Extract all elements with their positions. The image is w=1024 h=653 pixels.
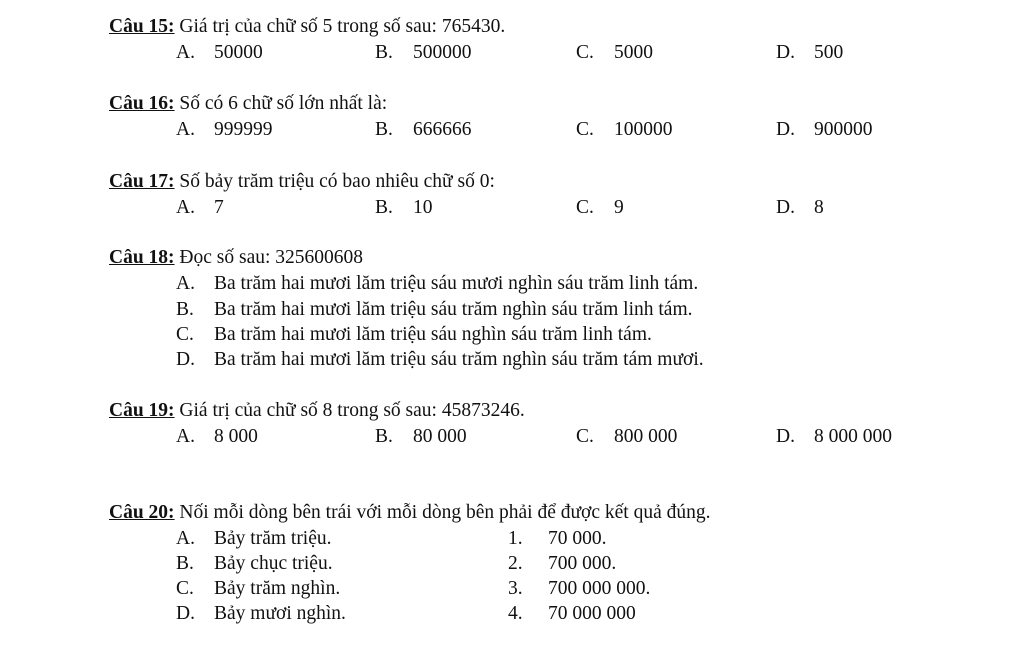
- option-c: C. Ba trăm hai mươi lăm triệu sáu nghìn sáu trăm linh tám.: [176, 324, 652, 345]
- question-20: [109, 500, 710, 526]
- left-item-b: B. Bảy chục triệu.: [176, 553, 333, 574]
- question-16: [109, 91, 387, 117]
- question-15: [109, 14, 505, 40]
- question-text: Số có 6 chữ số lớn nhất là:: [174, 93, 388, 114]
- option-a: A. 8 000: [176, 426, 258, 447]
- right-item-1: 1. 70 000.: [508, 528, 607, 549]
- option-a: A. 999999: [176, 119, 273, 140]
- option-d: D. Ba trăm hai mươi lăm triệu sáu trăm nghìn sáu trăm tám mươi.: [176, 349, 704, 370]
- option-c: C. 5000: [576, 42, 653, 63]
- option-b: B. 10: [375, 197, 433, 218]
- question-text: Đọc số sau: 325600608: [174, 247, 364, 268]
- option-d: D. 500: [776, 42, 844, 63]
- question-18: [109, 245, 363, 271]
- question-text: Giá trị của chữ số 5 trong số sau: 765430.: [174, 16, 506, 37]
- option-a: A. 7: [176, 197, 224, 218]
- option-c: C. 9: [576, 197, 624, 218]
- option-d: D. 900000: [776, 119, 873, 140]
- question-text: Số bảy trăm triệu có bao nhiêu chữ số 0:: [174, 171, 495, 192]
- right-item-2: 2. 700 000.: [508, 553, 617, 574]
- option-b: B. 500000: [375, 42, 472, 63]
- option-b: B. 666666: [375, 119, 472, 140]
- question-text: Giá trị của chữ số 8 trong số sau: 45873246.: [174, 400, 525, 421]
- option-a: A. Ba trăm hai mươi lăm triệu sáu mươi nghìn sáu trăm linh tám.: [176, 273, 699, 294]
- question-label: Câu 19:: [109, 400, 175, 421]
- question-text: Nối mỗi dòng bên trái với mỗi dòng bên phải để được kết quả đúng.: [174, 502, 711, 523]
- question-label: Câu 15:: [109, 16, 175, 37]
- question-label: Câu 17:: [109, 171, 175, 192]
- option-c: C. 100000: [576, 119, 673, 140]
- left-item-a: A. Bảy trăm triệu.: [176, 528, 332, 549]
- option-c: C. 800 000: [576, 426, 678, 447]
- left-item-d: D. Bảy mươi nghìn.: [176, 603, 346, 624]
- question-label: Câu 20:: [109, 502, 175, 523]
- question-label: Câu 18:: [109, 247, 175, 268]
- right-item-4: 4. 70 000 000: [508, 603, 636, 624]
- option-d: D. 8 000 000: [776, 426, 892, 447]
- left-item-c: C. Bảy trăm nghìn.: [176, 578, 341, 599]
- question-17: [109, 169, 495, 195]
- option-d: D. 8: [776, 197, 824, 218]
- right-item-3: 3. 700 000 000.: [508, 578, 651, 599]
- option-b: B. Ba trăm hai mươi lăm triệu sáu trăm nghìn sáu trăm linh tám.: [176, 299, 693, 320]
- question-label: Câu 16:: [109, 93, 175, 114]
- question-19: [109, 398, 525, 424]
- option-b: B. 80 000: [375, 426, 467, 447]
- option-a: A. 50000: [176, 42, 263, 63]
